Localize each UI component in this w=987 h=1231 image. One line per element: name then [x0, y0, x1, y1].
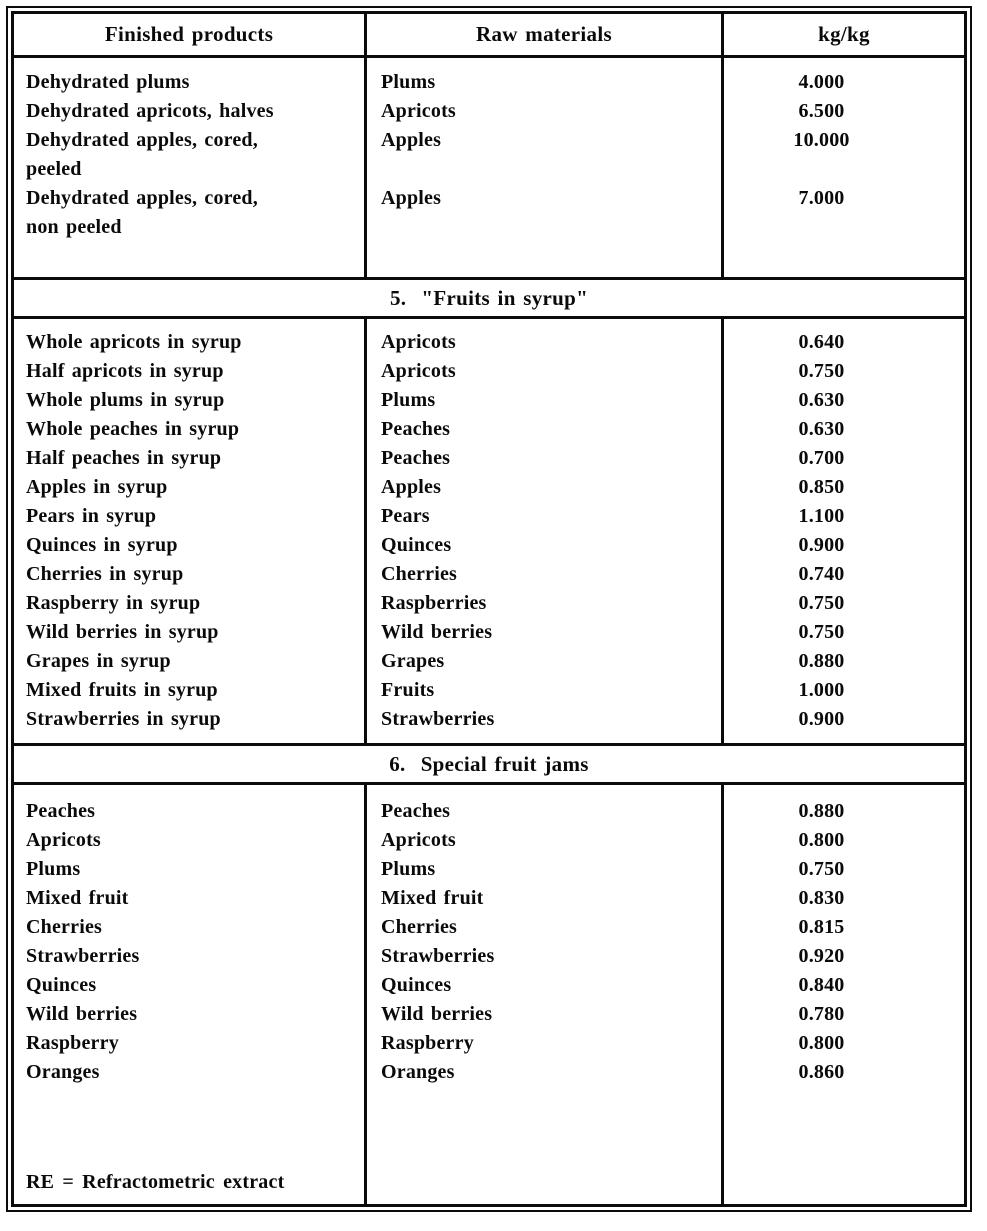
product-cell-line: Whole plums in syrup: [26, 389, 225, 411]
raw-cell-line: [367, 213, 721, 242]
value-cell-line: 0.880: [798, 800, 845, 822]
raw-cell-line: Strawberries: [381, 708, 495, 730]
finished-products-column: [14, 58, 367, 277]
product-cell-line: Dehydrated apricots, halves: [26, 100, 274, 122]
value-cell-line: 0.900: [798, 534, 845, 556]
column-header-row: [14, 14, 964, 58]
value-cell-line: 0.640: [798, 331, 845, 353]
product-cell-line: Cherries in syrup: [26, 563, 184, 585]
section-title-special-fruit-jams: 6. Special fruit jams: [14, 743, 964, 785]
conversion-table: [6, 6, 972, 1212]
value-cell-line: 0.815: [798, 916, 845, 938]
raw-cell-line: Pears: [381, 505, 430, 527]
raw-cell-line: [367, 155, 721, 184]
product-cell-line: Half peaches in syrup: [26, 447, 222, 469]
column-header-finished-products: Finished products: [14, 14, 367, 55]
raw-materials-column: [367, 785, 724, 1204]
product-cell-line: Dehydrated apples, cored,: [26, 187, 258, 209]
raw-cell-line: Raspberries: [381, 592, 487, 614]
value-cell-line: 7.000: [798, 187, 845, 209]
value-cell-line: 0.750: [798, 858, 845, 880]
footnote-refractometric-extract: RE = Refractometric extract: [26, 1171, 285, 1193]
product-cell-line: Apricots: [26, 829, 101, 851]
product-cell-line: Grapes in syrup: [26, 650, 171, 672]
product-cell-line: peeled: [26, 158, 82, 180]
raw-cell-line: Quinces: [381, 534, 452, 556]
raw-cell-line: Fruits: [381, 679, 435, 701]
raw-cell-line: Cherries: [381, 563, 458, 585]
product-cell-line: Quinces: [26, 974, 97, 996]
raw-cell-line: Cherries: [381, 916, 458, 938]
raw-cell-line: Peaches: [381, 800, 451, 822]
finished-products-column: [14, 785, 367, 1204]
raw-cell-line: Mixed fruit: [381, 887, 484, 909]
raw-cell-line: Plums: [381, 858, 436, 880]
value-cell-line: 0.630: [798, 418, 845, 440]
product-cell-line: Strawberries in syrup: [26, 708, 221, 730]
raw-cell-line: Peaches: [381, 447, 451, 469]
table-inner-border: [11, 11, 967, 1207]
product-cell-line: Half apricots in syrup: [26, 360, 224, 382]
raw-cell-line: Apricots: [381, 829, 456, 851]
raw-cell-line: Apricots: [381, 331, 456, 353]
product-cell-line: Whole apricots in syrup: [26, 331, 242, 353]
product-cell-line: Raspberry in syrup: [26, 592, 201, 614]
product-cell-line: Dehydrated apples, cored,: [26, 129, 258, 151]
raw-materials-column: [367, 319, 724, 743]
product-cell-line: Cherries: [26, 916, 103, 938]
value-cell-line: 0.750: [798, 621, 845, 643]
product-cell-line: Plums: [26, 858, 81, 880]
value-cell-line: 0.780: [798, 1003, 845, 1025]
raw-cell-line: Grapes: [381, 650, 445, 672]
product-cell-line: Peaches: [26, 800, 96, 822]
value-cell-line: 0.630: [798, 389, 845, 411]
raw-cell-line: Oranges: [381, 1061, 455, 1083]
section-title-fruits-in-syrup: 5. "Fruits in syrup": [14, 277, 964, 319]
product-cell-line: Wild berries: [26, 1003, 138, 1025]
product-cell-line: Quinces in syrup: [26, 534, 178, 556]
raw-materials-column: [367, 58, 724, 277]
product-cell-line: Oranges: [26, 1061, 100, 1083]
raw-cell-line: Wild berries: [381, 1003, 493, 1025]
value-cell-line: 0.800: [798, 829, 845, 851]
kg-values-column: [724, 58, 964, 277]
section-fruits-in-syrup: [14, 319, 964, 743]
value-cell-line: 6.500: [798, 100, 845, 122]
raw-cell-line: Quinces: [381, 974, 452, 996]
raw-cell-line: Strawberries: [381, 945, 495, 967]
raw-cell-line: Wild berries: [381, 621, 493, 643]
value-cell-line: 0.740: [798, 563, 845, 585]
raw-cell-line: Raspberry: [381, 1032, 474, 1054]
raw-cell-line: Apricots: [381, 360, 456, 382]
product-cell-line: Strawberries: [26, 945, 140, 967]
product-cell-line: Apples in syrup: [26, 476, 168, 498]
product-cell-line: Dehydrated plums: [26, 71, 190, 93]
value-cell-line: 0.830: [798, 887, 845, 909]
value-cell-line: 0.860: [798, 1061, 845, 1083]
raw-cell-line: Apples: [381, 187, 442, 209]
raw-cell-line: Apricots: [381, 100, 456, 122]
raw-cell-line: Peaches: [381, 418, 451, 440]
section-special-fruit-jams: [14, 785, 964, 1204]
product-cell-line: Mixed fruits in syrup: [26, 679, 218, 701]
column-header-raw-materials: Raw materials: [367, 14, 724, 55]
section-dehydrated-products: [14, 58, 964, 277]
value-cell-line: 0.900: [798, 708, 845, 730]
raw-cell-line: Apples: [381, 129, 442, 151]
value-cell-line: 10.000: [793, 129, 850, 151]
column-header-kg-per-kg: kg/kg: [818, 22, 870, 46]
product-cell-line: Mixed fruit: [26, 887, 129, 909]
value-cell-line: 4.000: [798, 71, 845, 93]
value-cell-line: 0.880: [798, 650, 845, 672]
product-cell-line: Wild berries in syrup: [26, 621, 219, 643]
product-cell-line: Raspberry: [26, 1032, 119, 1054]
raw-cell-line: Plums: [381, 71, 436, 93]
value-cell-line: [724, 155, 964, 184]
raw-cell-line: Plums: [381, 389, 436, 411]
value-cell-line: 0.750: [798, 592, 845, 614]
product-cell-line: Pears in syrup: [26, 505, 157, 527]
product-cell-line: non peeled: [26, 216, 122, 238]
kg-values-column: [724, 785, 964, 1204]
value-cell-line: 1.000: [798, 679, 845, 701]
value-cell-line: 0.850: [798, 476, 845, 498]
value-cell-line: 0.800: [798, 1032, 845, 1054]
kg-values-column: [724, 319, 964, 743]
value-cell-line: [724, 213, 964, 242]
value-cell-line: 0.700: [798, 447, 845, 469]
raw-cell-line: Apples: [381, 476, 442, 498]
value-cell-line: 0.750: [798, 360, 845, 382]
value-cell-line: 0.920: [798, 945, 845, 967]
value-cell-line: 0.840: [798, 974, 845, 996]
product-cell-line: Whole peaches in syrup: [26, 418, 240, 440]
value-cell-line: 1.100: [798, 505, 845, 527]
finished-products-column: [14, 319, 367, 743]
